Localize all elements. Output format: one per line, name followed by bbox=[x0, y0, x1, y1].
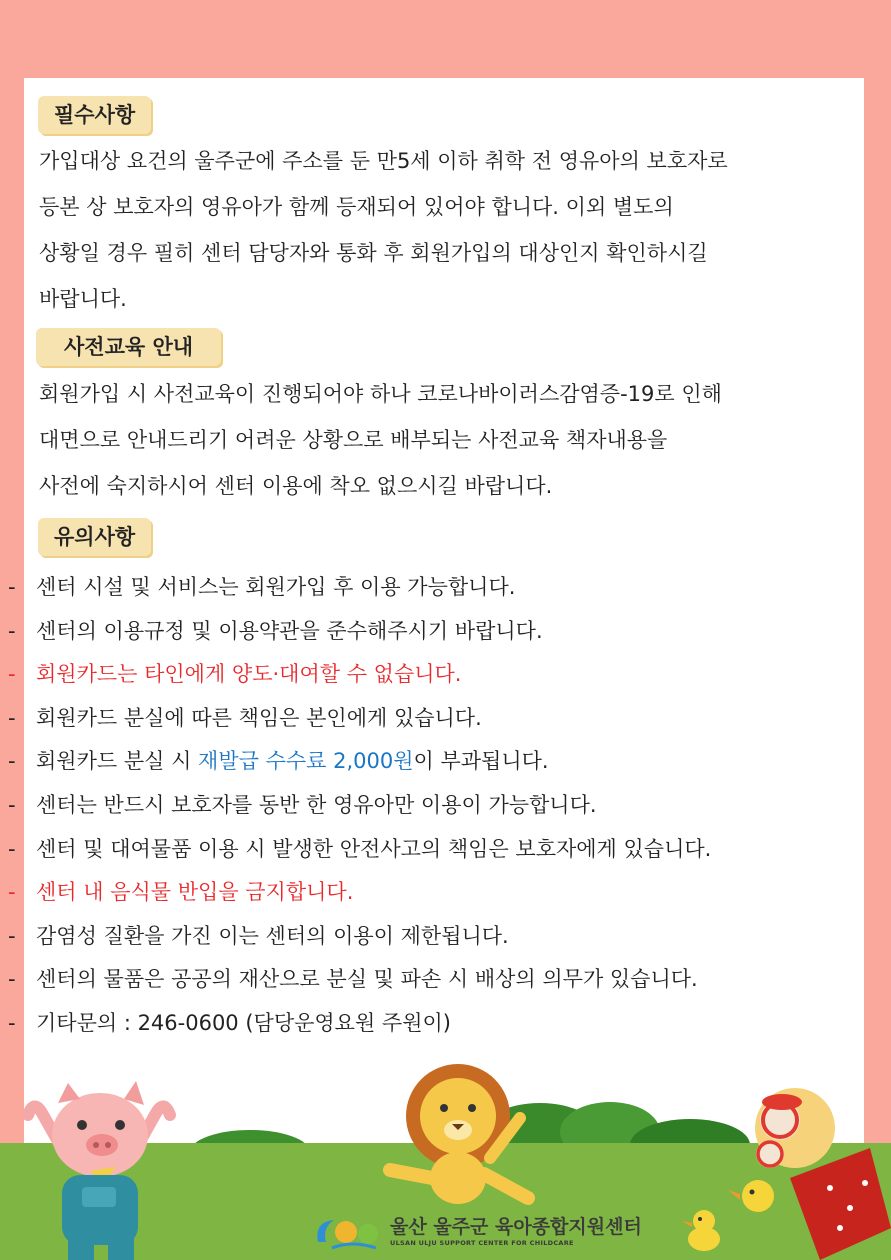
list-item: - 센터는 반드시 보호자를 동반 한 영유아만 이용이 가능합니다. bbox=[8, 792, 597, 817]
fee-highlight: 재발급 수수료 2,000원 bbox=[198, 749, 414, 774]
list-item: - 감염성 질환을 가진 이는 센터의 이용이 제한됩니다. bbox=[8, 923, 509, 948]
pre-education-line: 회원가입 시 사전교육이 진행되어야 하나 코로나바이러스감염증-19로 인해 bbox=[39, 382, 722, 406]
heading-pre-education: 사전교육 안내 bbox=[36, 328, 221, 366]
pre-education-line: 사전에 숙지하시어 센터 이용에 착오 없으시길 바랍니다. bbox=[39, 474, 553, 498]
list-item-warning: - 회원카드는 타인에게 양도·대여할 수 없습니다. bbox=[8, 662, 462, 687]
logo-korean-name: 울산 울주군 육아종합지원센터 bbox=[390, 1216, 642, 1238]
required-line: 바랍니다. bbox=[39, 287, 127, 311]
notes-list bbox=[8, 566, 848, 1046]
center-logo-icon bbox=[312, 1212, 386, 1252]
logo-english-name: ULSAN ULJU SUPPORT CENTER FOR CHILDCARE bbox=[390, 1239, 574, 1247]
required-paragraph bbox=[39, 138, 869, 322]
list-item: - 기타문의 : 246-0600 (담당운영요원 주원이) bbox=[8, 1010, 451, 1035]
required-line: 가입대상 요건의 울주군에 주소를 둔 만5세 이하 취학 전 영유아의 보호자로 bbox=[39, 149, 728, 173]
pre-education-line: 대면으로 안내드리기 어려운 상황으로 배부되는 사전교육 책자내용을 bbox=[39, 428, 668, 452]
pig-character-illustration bbox=[20, 1075, 180, 1260]
required-line: 등본 상 보호자의 영유아가 함께 등재되어 있어야 합니다. 이외 별도의 bbox=[39, 195, 674, 219]
center-logo-text bbox=[390, 1212, 642, 1247]
list-item: - 센터의 이용규정 및 이용약관을 준수해주시기 바랍니다. bbox=[8, 618, 543, 643]
duck-illustration bbox=[680, 1205, 725, 1255]
list-item: - 센터의 물품은 공공의 재산으로 분실 및 파손 시 배상의 의무가 있습니다. bbox=[8, 967, 698, 992]
list-item-fee: - 회원카드 분실 시 재발급 수수료 2,000원이 부과됩니다. bbox=[8, 749, 549, 774]
list-item-warning: - 센터 내 음식물 반입을 금지합니다. bbox=[8, 880, 354, 905]
required-line: 상황일 경우 필히 센터 담당자와 통화 후 회원가입의 대상인지 확인하시길 bbox=[39, 241, 708, 265]
heading-required: 필수사항 bbox=[38, 96, 151, 134]
heading-notes: 유의사항 bbox=[38, 518, 151, 556]
lion-character-illustration bbox=[380, 1058, 540, 1218]
girl-character-illustration bbox=[720, 1078, 891, 1260]
list-item: - 센터 및 대여물품 이용 시 발생한 안전사고의 책임은 보호자에게 있습니다. bbox=[8, 836, 712, 861]
list-item: - 센터 시설 및 서비스는 회원가입 후 이용 가능합니다. bbox=[8, 575, 516, 599]
pre-education-paragraph bbox=[39, 371, 869, 509]
list-item: - 회원카드 분실에 따른 책임은 본인에게 있습니다. bbox=[8, 705, 482, 730]
